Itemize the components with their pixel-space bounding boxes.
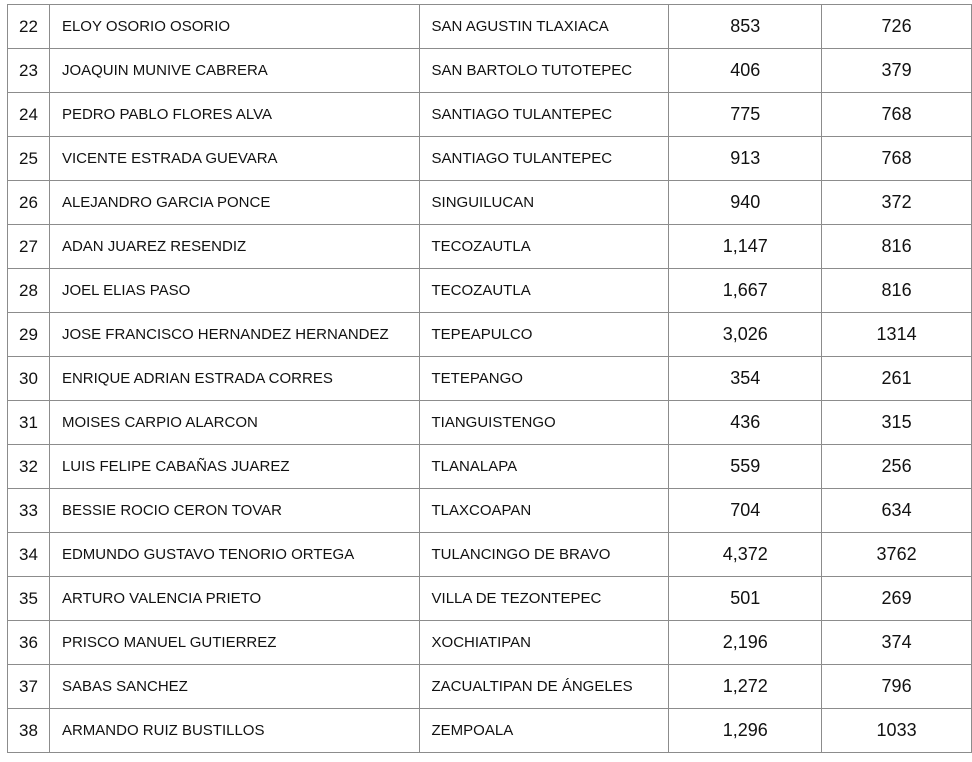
municipality-name-cell: TECOZAUTLA (419, 269, 669, 313)
value-b-cell: 816 (822, 225, 972, 269)
document-page (7, 4, 972, 753)
value-a-cell: 913 (669, 137, 822, 181)
person-name-cell: ENRIQUE ADRIAN ESTRADA CORRES (49, 357, 419, 401)
municipality-name-cell: SANTIAGO TULANTEPEC (419, 137, 669, 181)
row-number-cell: 28 (8, 269, 50, 313)
person-name-cell: PRISCO MANUEL GUTIERREZ (49, 621, 419, 665)
value-b-cell: 256 (822, 445, 972, 489)
row-number-cell: 23 (8, 49, 50, 93)
value-b-cell: 768 (822, 137, 972, 181)
value-a-cell: 1,147 (669, 225, 822, 269)
municipality-name-cell: TIANGUISTENGO (419, 401, 669, 445)
row-number-cell: 34 (8, 533, 50, 577)
value-a-cell: 853 (669, 5, 822, 49)
row-number-cell: 36 (8, 621, 50, 665)
value-a-cell: 775 (669, 93, 822, 137)
person-name-cell: MOISES CARPIO ALARCON (49, 401, 419, 445)
person-name-cell: SABAS SANCHEZ (49, 665, 419, 709)
table-row (8, 269, 972, 313)
row-number-cell: 29 (8, 313, 50, 357)
table-row (8, 401, 972, 445)
table-row (8, 313, 972, 357)
table-row (8, 445, 972, 489)
person-name-cell: ALEJANDRO GARCIA PONCE (49, 181, 419, 225)
table-row (8, 577, 972, 621)
table-row (8, 137, 972, 181)
value-a-cell: 940 (669, 181, 822, 225)
value-a-cell: 406 (669, 49, 822, 93)
municipality-name-cell: SAN BARTOLO TUTOTEPEC (419, 49, 669, 93)
municipality-name-cell: SINGUILUCAN (419, 181, 669, 225)
value-b-cell: 726 (822, 5, 972, 49)
value-b-cell: 3762 (822, 533, 972, 577)
municipality-name-cell: TLANALAPA (419, 445, 669, 489)
table-row (8, 665, 972, 709)
person-name-cell: PEDRO PABLO FLORES ALVA (49, 93, 419, 137)
value-a-cell: 4,372 (669, 533, 822, 577)
table-row (8, 93, 972, 137)
value-b-cell: 634 (822, 489, 972, 533)
person-name-cell: JOAQUIN MUNIVE CABRERA (49, 49, 419, 93)
row-number-cell: 27 (8, 225, 50, 269)
municipality-name-cell: TETEPANGO (419, 357, 669, 401)
municipality-name-cell: TEPEAPULCO (419, 313, 669, 357)
municipality-name-cell: TECOZAUTLA (419, 225, 669, 269)
value-a-cell: 3,026 (669, 313, 822, 357)
municipality-name-cell: SANTIAGO TULANTEPEC (419, 93, 669, 137)
value-b-cell: 816 (822, 269, 972, 313)
value-b-cell: 1033 (822, 709, 972, 753)
results-table (7, 4, 972, 753)
person-name-cell: ARTURO VALENCIA PRIETO (49, 577, 419, 621)
value-a-cell: 704 (669, 489, 822, 533)
table-body (8, 5, 972, 753)
row-number-cell: 22 (8, 5, 50, 49)
value-a-cell: 1,272 (669, 665, 822, 709)
row-number-cell: 37 (8, 665, 50, 709)
value-b-cell: 269 (822, 577, 972, 621)
person-name-cell: JOSE FRANCISCO HERNANDEZ HERNANDEZ (49, 313, 419, 357)
value-a-cell: 559 (669, 445, 822, 489)
row-number-cell: 24 (8, 93, 50, 137)
row-number-cell: 31 (8, 401, 50, 445)
row-number-cell: 33 (8, 489, 50, 533)
value-b-cell: 768 (822, 93, 972, 137)
value-a-cell: 1,296 (669, 709, 822, 753)
person-name-cell: EDMUNDO GUSTAVO TENORIO ORTEGA (49, 533, 419, 577)
value-b-cell: 261 (822, 357, 972, 401)
table-row (8, 181, 972, 225)
municipality-name-cell: XOCHIATIPAN (419, 621, 669, 665)
table-row (8, 489, 972, 533)
value-a-cell: 436 (669, 401, 822, 445)
row-number-cell: 35 (8, 577, 50, 621)
value-b-cell: 1314 (822, 313, 972, 357)
value-a-cell: 1,667 (669, 269, 822, 313)
value-a-cell: 501 (669, 577, 822, 621)
table-row (8, 709, 972, 753)
person-name-cell: BESSIE ROCIO CERON TOVAR (49, 489, 419, 533)
person-name-cell: VICENTE ESTRADA GUEVARA (49, 137, 419, 181)
person-name-cell: ADAN JUAREZ RESENDIZ (49, 225, 419, 269)
value-b-cell: 315 (822, 401, 972, 445)
municipality-name-cell: SAN AGUSTIN TLAXIACA (419, 5, 669, 49)
person-name-cell: ARMANDO RUIZ BUSTILLOS (49, 709, 419, 753)
value-a-cell: 2,196 (669, 621, 822, 665)
table-row (8, 225, 972, 269)
row-number-cell: 26 (8, 181, 50, 225)
table-row (8, 5, 972, 49)
value-a-cell: 354 (669, 357, 822, 401)
value-b-cell: 796 (822, 665, 972, 709)
municipality-name-cell: TULANCINGO DE BRAVO (419, 533, 669, 577)
row-number-cell: 38 (8, 709, 50, 753)
table-row (8, 357, 972, 401)
municipality-name-cell: ZEMPOALA (419, 709, 669, 753)
person-name-cell: JOEL ELIAS PASO (49, 269, 419, 313)
municipality-name-cell: VILLA DE TEZONTEPEC (419, 577, 669, 621)
row-number-cell: 30 (8, 357, 50, 401)
person-name-cell: ELOY OSORIO OSORIO (49, 5, 419, 49)
value-b-cell: 379 (822, 49, 972, 93)
municipality-name-cell: ZACUALTIPAN DE ÁNGELES (419, 665, 669, 709)
table-row (8, 621, 972, 665)
table-row (8, 533, 972, 577)
value-b-cell: 372 (822, 181, 972, 225)
row-number-cell: 32 (8, 445, 50, 489)
row-number-cell: 25 (8, 137, 50, 181)
person-name-cell: LUIS FELIPE CABAÑAS JUAREZ (49, 445, 419, 489)
municipality-name-cell: TLAXCOAPAN (419, 489, 669, 533)
table-row (8, 49, 972, 93)
value-b-cell: 374 (822, 621, 972, 665)
